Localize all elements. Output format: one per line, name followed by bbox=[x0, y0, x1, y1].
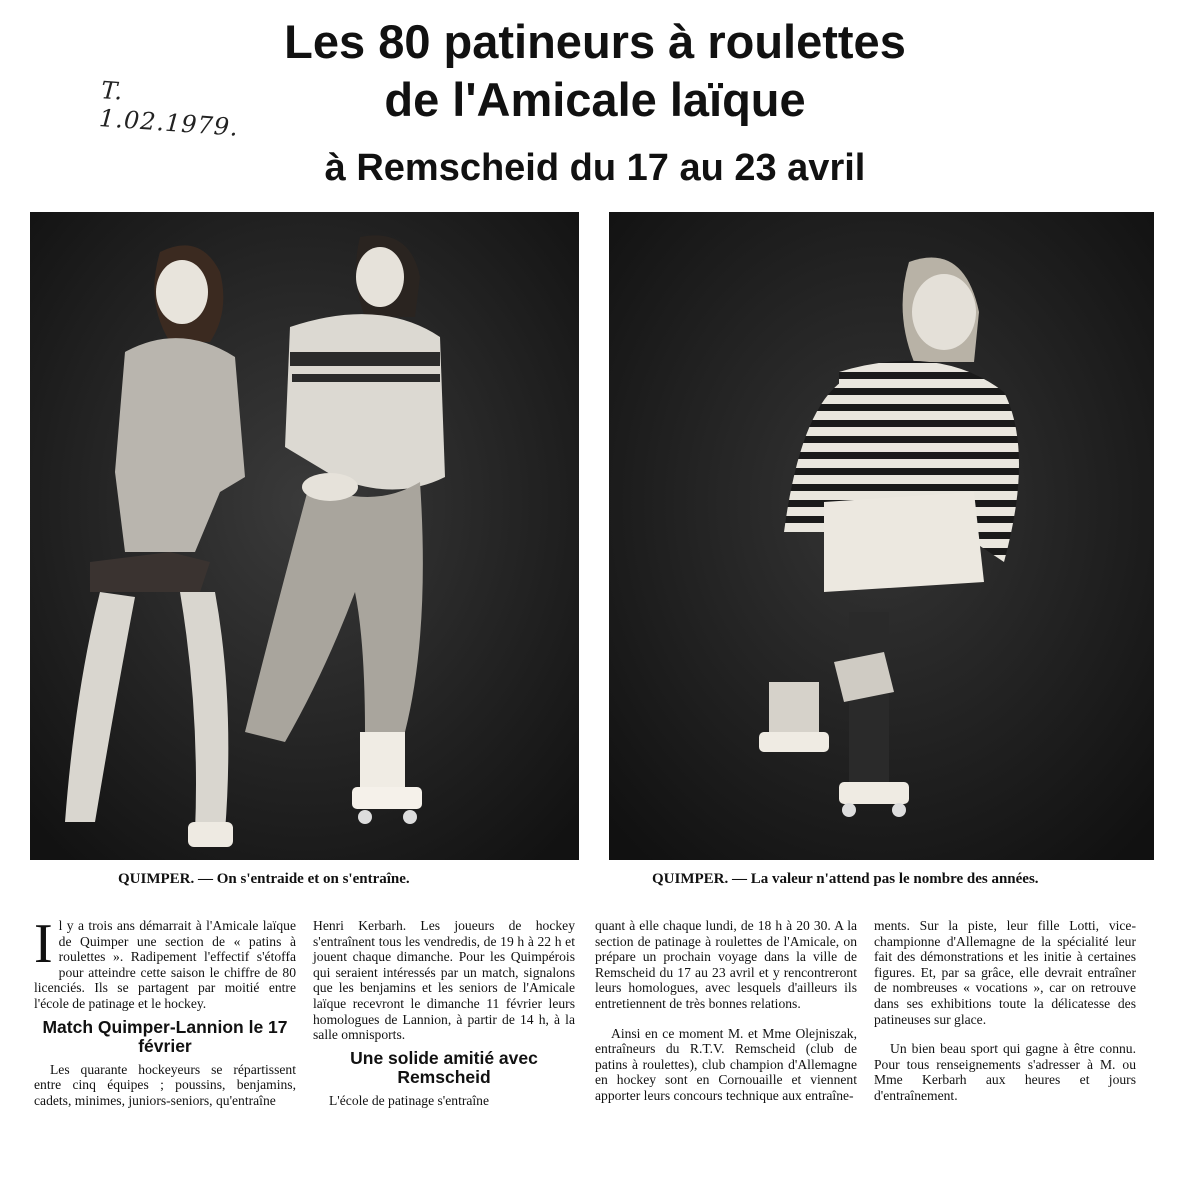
article-column-3 bbox=[595, 918, 857, 1104]
caption-right-photo: QUIMPER. — La valeur n'attend pas le nombre des années. bbox=[652, 871, 1039, 887]
drop-cap: I bbox=[34, 913, 53, 975]
paragraph-lotti: ments. Sur la piste, leur fille Lotti, vice-championne d'Allemagne de la spécialité leur fait des démonstrations et les initie à certaines figures. Et, par sa grâce, elle devrait entraîner de nombreuses « vocations », car on retrouve dans ses exhibitions toute la délicatesse des patineuses sur glace. bbox=[874, 918, 1136, 1027]
headline-line-2: de l'Amicale laïque bbox=[384, 73, 806, 126]
intro-text: l y a trois ans démarrait à l'Amicale laïque de Quimper une section de « patins à roulettes ». Radipement l'effectif s'étoffa pour atteindre cette saison le chiffre de 80 licenciés. Ils se partagent par moitié entre l'école de patinage et le hockey. bbox=[34, 918, 296, 1011]
subhead-match: Match Quimper-Lannion le 17 février bbox=[42, 1016, 288, 1056]
paragraph-lundi: quant à elle chaque lundi, de 18 h à 20 30. A la section de patinage à roulettes de l'Amicale, on prépare un prochain voyage dans la ville de Remscheid du 17 au 23 avril et y rencontreront leurs homologues, avec lesquels d'ailleurs ils entretiennent de très bonnes relations. bbox=[595, 918, 857, 1011]
article-column-1 bbox=[34, 913, 296, 1108]
paragraph-ecole: L'école de patinage s'entraîne bbox=[329, 1092, 490, 1108]
photo-two-skaters bbox=[30, 212, 579, 860]
headline-line-1: Les 80 patineurs à roulettes bbox=[284, 15, 906, 68]
caption-left-photo: QUIMPER. — On s'entraide et on s'entraîne. bbox=[118, 871, 410, 887]
subhead-amitie: Une solide amitié avec Remscheid bbox=[350, 1047, 538, 1087]
headline-subline: à Remscheid du 17 au 23 avril bbox=[324, 147, 866, 189]
article-column-4 bbox=[874, 918, 1136, 1104]
article-column-2 bbox=[313, 918, 575, 1108]
paragraph-contact: Un bien beau sport qui gagne à être connu. Pour tous renseignements s'adresser à M. ou Mme Kerbarh aux heures et jours d'entraînement. bbox=[874, 1041, 1136, 1103]
paragraph-olejniszak: Ainsi en ce moment M. et Mme Olejniszak, entraîneurs du R.T.V. Remscheid (club de patins à roulettes), club champion d'Allemagne en hockey sont en Cornouaille et viennent apporter leurs concours technique aux entraîne- bbox=[595, 1025, 857, 1103]
handwritten-date: T. 1.02.1979. bbox=[98, 76, 240, 142]
paragraph-kerbarh: Henri Kerbarh. Les joueurs de hockey s'entraînent tous les vendredis, de 19 h à 22 h et jouent chaque dimanche. Pour les Quimpérois qui seraient intéressés par un match, signalons que les benjamins et les seniors de l'Amicale laïque recevront le dimanche 11 février leurs homologues de Lannion, à partir de 14 h, à la salle omnisports. bbox=[313, 918, 575, 1043]
article-intro-paragraph bbox=[34, 913, 296, 1012]
paragraph-hockeyeurs: Les quarante hockeyeurs se répartissent entre cinq équipes ; poussins, benjamins, cadets, minimes, juniors-seniors, qu'entraîne bbox=[34, 1061, 296, 1108]
photo-young-skater bbox=[609, 212, 1154, 860]
